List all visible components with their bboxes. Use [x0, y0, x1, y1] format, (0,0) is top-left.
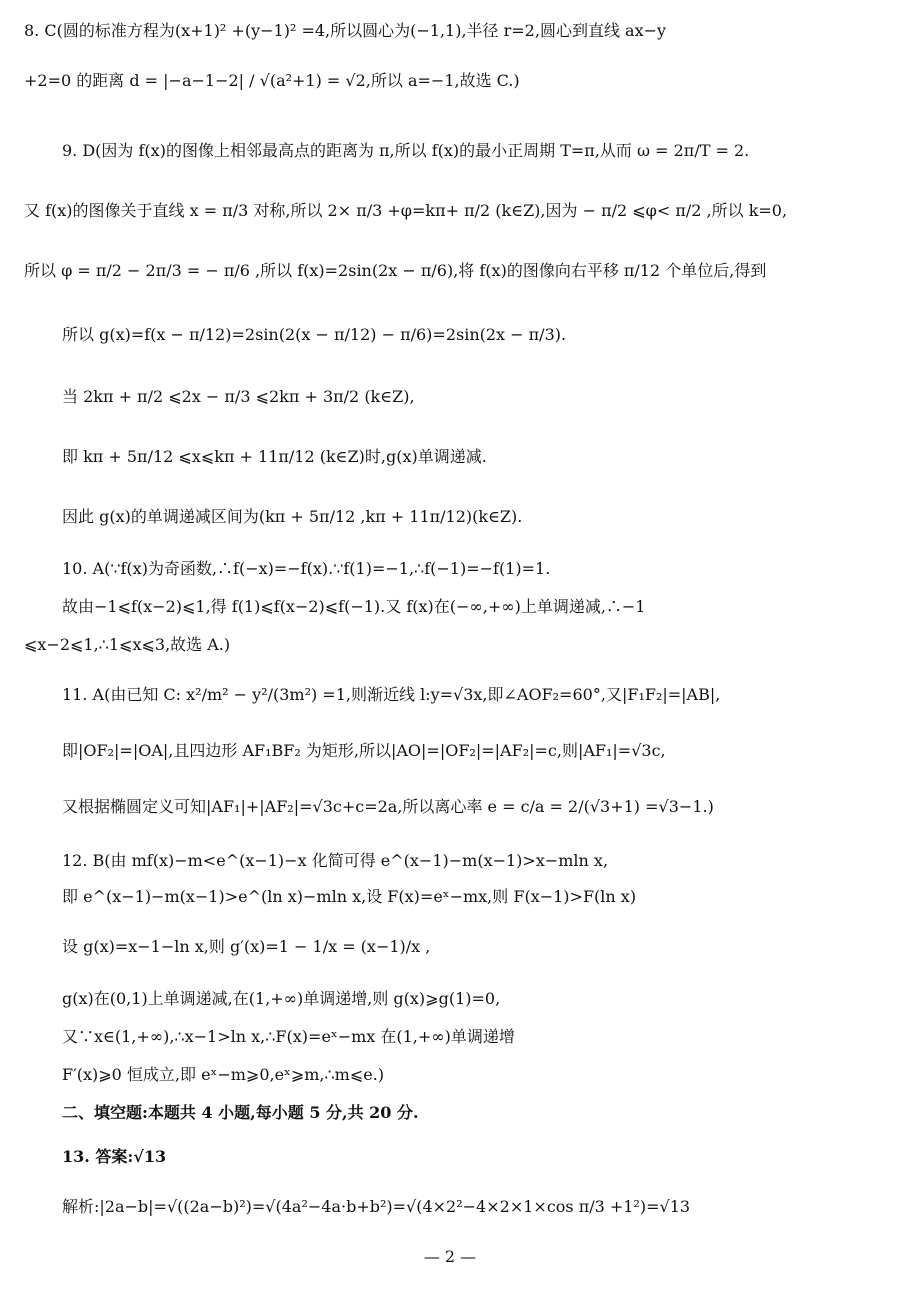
text-line: 当 2kπ + π/2 ⩽2x − π/3 ⩽2kπ + 3π/2 (k∈Z),	[62, 387, 415, 406]
text-line: +2=0 的距离 d = |−a−1−2| / √(a²+1) = √2,所以 a=−1,故选 C.)	[24, 71, 520, 90]
text-line: 即 kπ + 5π/12 ⩽x⩽kπ + 11π/12 (k∈Z)时,g(x)单调递减.	[62, 447, 487, 466]
text-line: 设 g(x)=x−1−ln x,则 g′(x)=1 − 1/x = (x−1)/x ,	[62, 937, 431, 956]
text-line: 即|OF₂|=|OA|,且四边形 AF₁BF₂ 为矩形,所以|AO|=|OF₂|=|AF₂|=c,则|AF₁|=√3c,	[62, 741, 666, 760]
text-line: 又根据椭圆定义可知|AF₁|+|AF₂|=√3c+c=2a,所以离心率 e = c/a = 2/(√3+1) =√3−1.)	[62, 797, 714, 816]
text-line: 所以 g(x)=f(x − π/12)=2sin(2(x − π/12) − π/6)=2sin(2x − π/3).	[62, 325, 567, 344]
text-line: 故由−1⩽f(x−2)⩽1,得 f(1)⩽f(x−2)⩽f(−1).又 f(x)在(−∞,+∞)上单调递减,∴−1	[62, 597, 646, 616]
text-line: 所以 φ = π/2 − 2π/3 = − π/6 ,所以 f(x)=2sin(2x − π/6),将 f(x)的图像向右平移 π/12 个单位后,得到	[24, 261, 767, 280]
text-line: 解析:|2a−b|=√((2a−b)²)=√(4a²−4a·b+b²)=√(4×2²−4×2×1×cos π/3 +1²)=√13	[62, 1197, 691, 1216]
page-number: — 2 —	[423, 1247, 477, 1266]
text-line: 即 e^(x−1)−m(x−1)>e^(ln x)−mln x,设 F(x)=eˣ−mx,则 F(x−1)>F(ln x)	[62, 887, 637, 906]
section-heading: 二、填空题:本题共 4 小题,每小题 5 分,共 20 分.	[62, 1103, 419, 1122]
text-line: 11. A(由已知 C: x²/m² − y²/(3m²) =1,则渐近线 l:y=√3x,即∠AOF₂=60°,又|F₁F₂|=|AB|,	[62, 685, 721, 704]
text-line: g(x)在(0,1)上单调递减,在(1,+∞)单调递增,则 g(x)⩾g(1)=0,	[62, 989, 501, 1008]
answer-label: 13. 答案:√13	[62, 1147, 167, 1166]
text-line: ⩽x−2⩽1,∴1⩽x⩽3,故选 A.)	[24, 635, 231, 654]
text-line: 又 f(x)的图像关于直线 x = π/3 对称,所以 2× π/3 +φ=kπ+ π/2 (k∈Z),因为 − π/2 ⩽φ< π/2 ,所以 k=0,	[24, 201, 788, 220]
text-line: F′(x)⩾0 恒成立,即 eˣ−m⩾0,eˣ⩾m,∴m⩽e.)	[62, 1065, 385, 1084]
text-line: 12. B(由 mf(x)−m<e^(x−1)−x 化简可得 e^(x−1)−m(x−1)>x−mln x,	[62, 851, 609, 870]
text-line: 8. C(圆的标准方程为(x+1)² +(y−1)² =4,所以圆心为(−1,1),半径 r=2,圆心到直线 ax−y	[24, 21, 667, 40]
text-line: 因此 g(x)的单调递减区间为(kπ + 5π/12 ,kπ + 11π/12)(k∈Z).	[62, 507, 523, 526]
text-line: 10. A(∵f(x)为奇函数,∴f(−x)=−f(x).∵f(1)=−1,∴f(−1)=−f(1)=1.	[62, 559, 551, 578]
text-line: 9. D(因为 f(x)的图像上相邻最高点的距离为 π,所以 f(x)的最小正周期 T=π,从而 ω = 2π/T = 2.	[62, 141, 750, 160]
text-line: 又∵x∈(1,+∞),∴x−1>ln x,∴F(x)=eˣ−mx 在(1,+∞)单调递增	[62, 1027, 515, 1046]
